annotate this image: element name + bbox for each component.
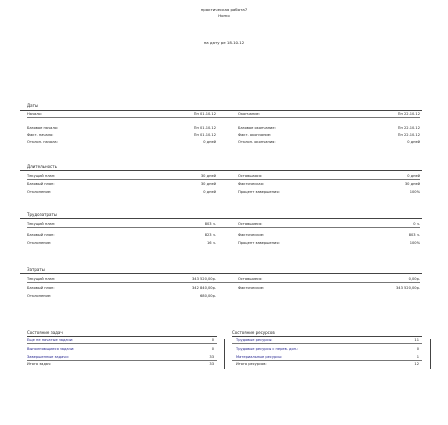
row-value: 16 ч. <box>207 241 216 245</box>
row-label: Текущий план: <box>27 222 56 226</box>
row-label: Оставшиеся: <box>238 222 263 226</box>
section-title-resource-status: Состояние ресурсов <box>232 330 275 335</box>
row-label: Базовый план: <box>27 182 55 186</box>
section-rule <box>27 336 217 337</box>
row-label: Базовый план: <box>27 233 55 237</box>
row-value: 0 дней <box>203 190 216 194</box>
section-rule <box>232 336 422 337</box>
row-value: 342 840,00р. <box>192 286 216 290</box>
row-label: Отклонение: <box>27 294 52 298</box>
row-label: Оставшиеся: <box>238 277 263 281</box>
row-value: 0 <box>211 338 214 342</box>
row-value: Пн 22.10.12 <box>397 112 420 116</box>
row-value: 12 <box>414 362 419 366</box>
row-label: Текущий план: <box>27 277 56 281</box>
row-label: Материальные ресурсы: <box>236 355 283 359</box>
row-value: 30 дней <box>200 174 216 178</box>
section-title-task-status: Состояние задач <box>27 330 63 335</box>
row-label: Отклонение: <box>27 241 52 245</box>
row-label: Выполняющиеся задачи: <box>27 347 75 351</box>
row-value: 11 <box>414 338 419 342</box>
row-value: 33 <box>209 355 214 359</box>
row-value: 0 <box>416 347 419 351</box>
row-label: Процент завершения: <box>238 190 280 194</box>
row-value: 100% <box>409 241 420 245</box>
status-date: на дату ре 18.10.12 <box>203 40 245 45</box>
row-value: 343 520,00р. <box>192 277 216 281</box>
row-label: Факт. начало: <box>27 133 54 137</box>
row-label: Еще не начатые задачи: <box>27 338 74 342</box>
section-rule <box>20 273 422 274</box>
row-label: Трудовые ресурсы: <box>236 338 273 342</box>
project-title: практическая работа7 <box>200 7 248 12</box>
row-value: Пн 01.10.12 <box>193 112 216 116</box>
row-label: Базовый план: <box>27 286 55 290</box>
row-value: 680,00р. <box>200 294 216 298</box>
row-value: 0,00р. <box>408 277 420 281</box>
row-value: 33 <box>209 362 214 366</box>
row-label: Завершенные задачи: <box>27 355 69 359</box>
row-value: 803 ч. <box>408 233 420 237</box>
section-title-costs: Затраты <box>27 267 45 272</box>
row-label: Отклон. окончания: <box>238 140 276 144</box>
row-value: 0 дней <box>407 174 420 178</box>
row-label: Фактические: <box>238 286 265 290</box>
row-value: 0 <box>211 347 214 351</box>
row-value: 0 дней <box>203 140 216 144</box>
column-divider <box>430 339 431 369</box>
section-title-dates: Даты <box>27 103 39 108</box>
row-value: 803 ч. <box>204 222 216 226</box>
row-value: Пн 22.10.12 <box>397 126 420 130</box>
row-value: 100% <box>409 190 420 194</box>
row-value: Пн 01.10.12 <box>193 126 216 130</box>
row-value: 1 <box>416 355 419 359</box>
row-label: Текущий план: <box>27 174 56 178</box>
section-title-work: Трудозатраты <box>27 212 57 217</box>
row-value: 0 дней <box>407 140 420 144</box>
row-value: Пн 01.10.12 <box>193 133 216 137</box>
row-label: Отклон. начала: <box>27 140 58 144</box>
row-label: Начало: <box>27 112 42 116</box>
row-label: Базовое начало: <box>27 126 59 130</box>
row-label: Отклонение: <box>27 190 52 194</box>
row-label: Базовое окончание: <box>238 126 276 130</box>
section-rule <box>20 170 422 171</box>
section-rule <box>20 110 422 111</box>
row-value: 30 дней <box>200 182 216 186</box>
row-label: Итого ресурсов: <box>236 362 267 366</box>
section-rule <box>20 218 422 219</box>
row-label: Фактические: <box>238 233 265 237</box>
row-value: 343 520,00р. <box>396 286 420 290</box>
project-subtitle: Homo <box>218 13 230 18</box>
row-label: Трудовые ресурсы с перев. доп.: <box>236 347 299 351</box>
row-label: Оставшаяся: <box>238 174 263 178</box>
row-value: 30 дней <box>404 182 420 186</box>
row-label: Итого задач: <box>27 362 52 366</box>
row-value: 0 ч. <box>413 222 420 226</box>
row-label: Фактическая: <box>238 182 264 186</box>
row-label: Факт. окончание: <box>238 133 272 137</box>
row-value: 823 ч. <box>204 233 216 237</box>
column-divider <box>224 339 225 369</box>
row-label: Окончание: <box>238 112 260 116</box>
section-title-duration: Длительность <box>27 164 57 169</box>
row-label: Процент завершения: <box>238 241 280 245</box>
row-value: Пн 22.10.12 <box>397 133 420 137</box>
